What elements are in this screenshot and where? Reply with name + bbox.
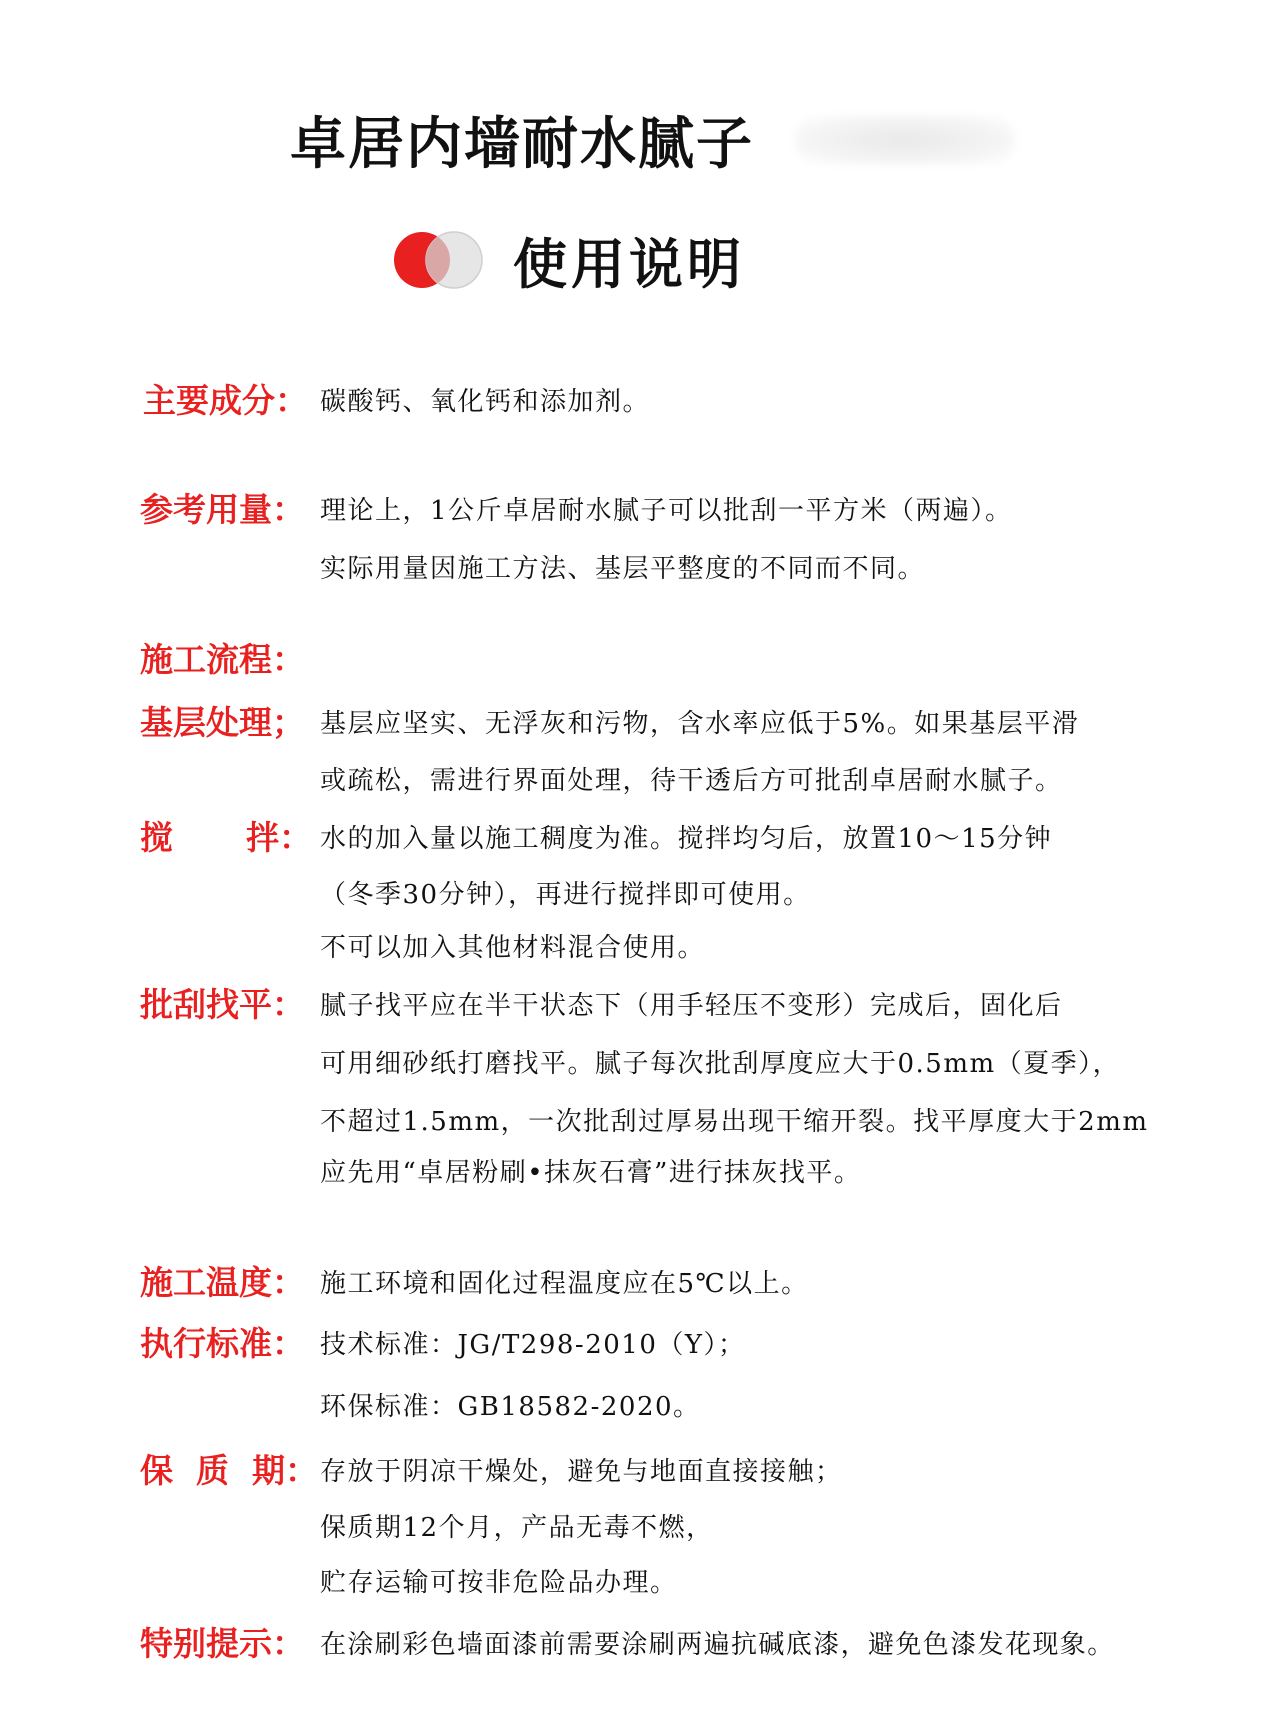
document-title: 卓居内墙耐水腻子 (290, 111, 754, 177)
text-standards-2: 环保标准：GB18582-2020。 (320, 1392, 701, 1422)
text-scraping-2: 可用细砂纸打磨找平。腻子每次批刮厚度应大于0.5mm（夏季）， (320, 1049, 1121, 1079)
text-special-note-1: 在涂刷彩色墙面漆前需要涂刷两遍抗碱底漆，避免色漆发花现象。 (320, 1630, 1115, 1660)
label-construction-temperature: 施工温度： (140, 1263, 305, 1302)
document-subtitle: 使用说明 (513, 232, 745, 296)
text-mixing-3: 不可以加入其他材料混合使用。 (320, 933, 706, 963)
text-shelf-life-3: 贮存运输可按非危险品办理。 (320, 1568, 678, 1598)
text-shelf-life-2: 保质期12个月，产品无毒不燃， (320, 1513, 714, 1543)
text-scraping-1: 腻子找平应在半干状态下（用手轻压不变形）完成后，固化后 (320, 991, 1063, 1021)
label-construction-process: 施工流程： (140, 640, 305, 679)
text-reference-usage-2: 实际用量因施工方法、基层平整度的不同而不同。 (320, 554, 926, 584)
label-reference-usage: 参考用量： (140, 490, 305, 529)
text-scraping-4: 应先用“卓居粉刷•抹灰石膏”进行抹灰找平。 (320, 1158, 862, 1188)
label-main-ingredients: 主要成分： (143, 381, 308, 420)
brand-logo-icon (392, 228, 492, 292)
text-base-treatment-1: 基层应坚实、无浮灰和污物，含水率应低于5%。如果基层平滑 (320, 709, 1080, 739)
text-mixing-2: （冬季30分钟），再进行搅拌即可使用。 (320, 880, 811, 910)
text-construction-temperature-1: 施工环境和固化过程温度应在5℃以上。 (320, 1269, 809, 1299)
label-shelf-life: 保 质 期： (140, 1451, 318, 1490)
label-mixing-part1: 搅 (140, 818, 173, 857)
text-reference-usage-1: 理论上，1公斤卓居耐水腻子可以批刮一平方米（两遍）。 (320, 496, 1013, 526)
label-mixing-part2: 拌： (246, 818, 312, 857)
text-scraping-3: 不超过1.5mm，一次批刮过厚易出现干缩开裂。找平厚度大于2mm (320, 1107, 1149, 1137)
blurred-title-suffix (795, 115, 1015, 165)
label-standards: 执行标准： (140, 1324, 305, 1363)
text-main-ingredients-1: 碳酸钙、氧化钙和添加剂。 (320, 387, 651, 417)
text-base-treatment-2: 或疏松，需进行界面处理，待干透后方可批刮卓居耐水腻子。 (320, 766, 1063, 796)
label-special-note: 特别提示： (140, 1624, 305, 1663)
text-shelf-life-1: 存放于阴凉干燥处，避免与地面直接接触； (320, 1457, 843, 1487)
label-base-treatment: 基层处理； (140, 703, 305, 742)
label-scraping-leveling: 批刮找平： (140, 985, 305, 1024)
text-mixing-1: 水的加入量以施工稠度为准。搅拌均匀后，放置10～15分钟 (320, 824, 1053, 854)
text-standards-1: 技术标准：JG/T298-2010（Y）； (320, 1330, 746, 1360)
